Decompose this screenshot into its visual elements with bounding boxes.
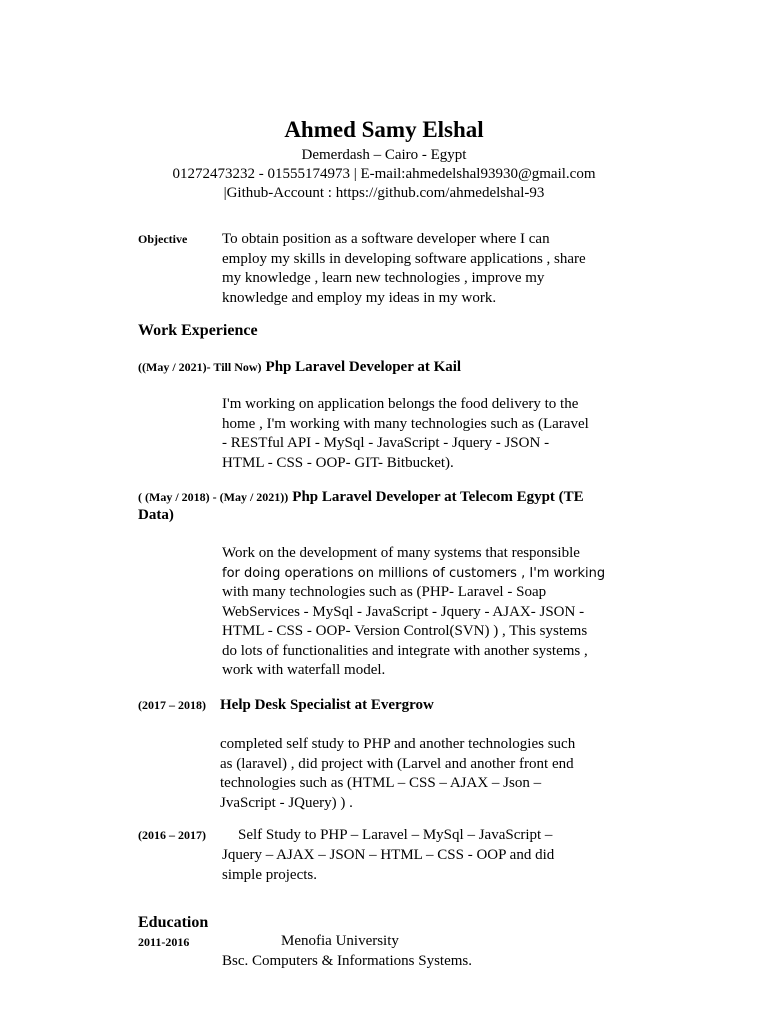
job-line: with many technologies such as (PHP- Laravel - Soap [222,584,547,600]
education-title: Education [138,914,209,931]
education-school: Menofia University [281,933,399,949]
job-role: Php Laravel Developer at Telecom Egypt (TE [292,489,584,505]
job-dates: ( (May / 2018) - (May / 2021)) [138,490,289,504]
job-line: WebServices - MySql - JavaScript - Jquery - AJAX- JSON - [222,603,585,620]
job-line: home , I'm working with many technologies such as (Laravel [222,415,589,432]
job-line: technologies such as (HTML – CSS – AJAX – Json – [220,775,542,791]
job-line: Work on the development of many systems that responsible [222,545,580,561]
objective-line: my knowledge , learn new technologies , improve my [222,270,545,286]
job-heading [138,696,434,714]
job-line: Jquery – AJAX – JSON – HTML – CSS - OOP and did [222,847,555,863]
objective-line: knowledge and employ my ideas in my work. [222,289,497,306]
job-description [222,395,589,473]
job-description [222,846,554,885]
job-description [222,544,605,681]
job-line: I'm working on application belongs the food delivery to the [222,396,579,412]
job-role-continued: Data) [138,507,174,523]
job-line: HTML - CSS - OOP- GIT- Bitbucket). [222,454,454,471]
job-dates: (2016 – 2017) [138,828,206,842]
education-degree: Bsc. Computers & Informations Systems. [222,953,472,969]
resume-header [0,114,768,203]
work-experience-title: Work Experience [138,322,258,339]
job-line: - RESTful API - MySql - JavaScript - Jquery - JSON - [222,435,550,451]
job-line: as (laravel) , did project with (Larvel and another front end [220,755,574,772]
job-line: work with waterfall model. [222,662,386,678]
candidate-name: Ahmed Samy Elshal [284,117,484,142]
job-heading [138,488,584,506]
objective-text [222,230,586,308]
education-years: 2011-2016 [138,935,190,949]
objective-line: To obtain position as a software developer where I can [222,231,550,247]
job-line: JvaScript - JQuery) ) . [220,794,353,811]
job-line: Self Study to PHP – Laravel – MySql – JavaScript – [238,827,553,843]
address: Demerdash – Cairo - Egypt [301,147,467,163]
job-line: completed self study to PHP and another technologies such [220,736,576,752]
objective-line: employ my skills in developing software applications , share [222,250,586,267]
job-description [220,735,575,813]
github-account: |Github-Account : https://github.com/ahmedelshal-93 [223,185,545,201]
job-dates: ((May / 2021)- Till Now) [138,360,262,374]
job-line: for doing operations on millions of customers , I'm working [222,565,606,581]
job-line: do lots of functionalities and integrate with another systems , [222,642,588,659]
job-line: HTML - CSS - OOP- Version Control(SVN) ) , This systems [222,623,588,639]
job-role: Php Laravel Developer at Kail [265,359,462,375]
contact-info: 01272473232 - 01555174973 | E-mail:ahmedelshal93930@gmail.com [172,166,596,182]
job-dates: (2017 – 2018) [138,698,206,712]
job-role: Help Desk Specialist at Evergrow [220,697,434,713]
job-heading [138,358,461,376]
objective-label: Objective [138,232,188,246]
job-line: simple projects. [222,866,317,883]
